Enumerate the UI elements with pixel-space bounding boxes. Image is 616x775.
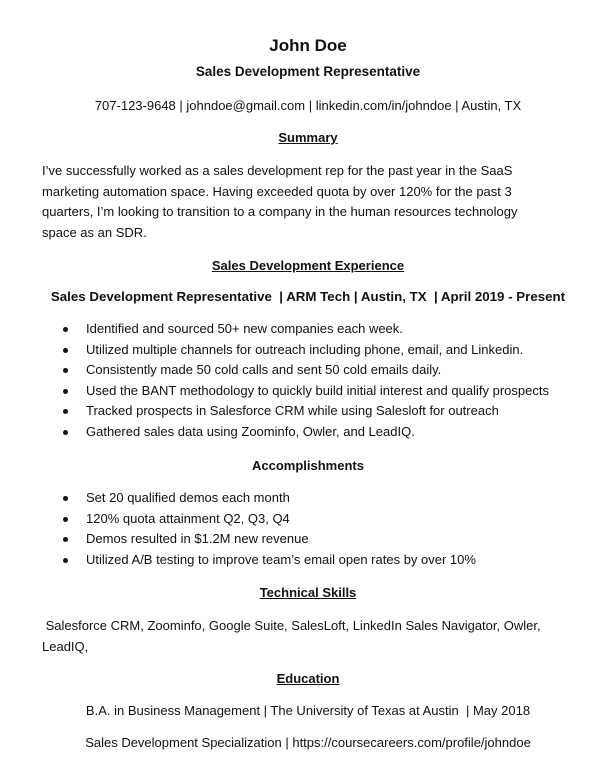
summary-heading: [0, 130, 616, 145]
list-item: [60, 340, 549, 361]
list-item-text: Set 20 qualified demos each month: [86, 490, 290, 505]
list-item-text: Utilized multiple channels for outreach including phone, email, and Linkedin.: [86, 341, 524, 357]
candidate-title: Sales Development Representative: [195, 64, 421, 79]
bullet-icon: [63, 389, 68, 394]
bullet-icon: [63, 537, 68, 542]
summary-line: I’ve successfully worked as a sales development rep for the past year in the SaaS: [42, 163, 513, 178]
experience-heading: [0, 258, 616, 273]
list-item: [60, 509, 476, 530]
skills-line: Salesforce CRM, Zoominfo, Google Suite, SalesLoft, LinkedIn Sales Navigator, Owler,: [42, 618, 541, 633]
list-item: [60, 550, 476, 571]
bullet-icon: [63, 368, 68, 373]
summary-line: marketing automation space. Having exceeded quota by over 120% for the past 3: [42, 183, 512, 199]
bullet-icon: [63, 558, 68, 563]
list-item: [60, 360, 549, 381]
contact-line: 707-123-9648 | johndoe@gmail.com | linkedin.com/in/johndoe | Austin, TX: [94, 98, 522, 113]
list-item: [60, 488, 476, 509]
bullet-icon: [63, 517, 68, 522]
skills-paragraph: [42, 616, 582, 657]
specialization-line: Sales Development Specialization | https://coursecareers.com/profile/johndoe: [85, 735, 531, 750]
summary-heading-text: Summary: [278, 130, 338, 145]
candidate-name: John Doe: [269, 36, 347, 55]
bullet-icon: [63, 327, 68, 332]
list-item: [60, 319, 549, 340]
list-item-text: 120% quota attainment Q2, Q3, Q4: [86, 510, 290, 526]
skills-heading-text: Technical Skills: [259, 585, 357, 600]
job-line: Sales Development Representative | ARM Tech | Austin, TX | April 2019 - Present: [50, 289, 566, 304]
list-item-text: Gathered sales data using Zoominfo, Owler, and LeadIQ.: [86, 423, 415, 439]
list-item-text: Tracked prospects in Salesforce CRM while using Salesloft for outreach: [86, 403, 499, 418]
education-heading-text: Education: [276, 671, 340, 686]
list-item: [60, 381, 549, 402]
skills-line: LeadIQ,: [42, 638, 89, 654]
summary-paragraph: [42, 161, 577, 243]
summary-line: space as an SDR.: [42, 224, 147, 240]
list-item: [60, 422, 549, 443]
list-item-text: Demos resulted in $1.2M new revenue: [86, 531, 309, 546]
list-item: [60, 529, 476, 550]
list-item-text: Consistently made 50 cold calls and sent 50 cold emails daily.: [86, 362, 442, 377]
list-item-text: Used the BANT methodology to quickly build initial interest and qualify prospects: [86, 382, 549, 398]
list-item: [60, 401, 549, 422]
accomplishments-heading: Accomplishments: [252, 458, 364, 473]
list-item-text: Identified and sourced 50+ new companies each week.: [86, 321, 403, 336]
experience-bullet-list: [60, 319, 549, 442]
bullet-icon: [63, 348, 68, 353]
list-item-text: Utilized A/B testing to improve team’s email open rates by over 10%: [86, 551, 476, 567]
bullet-icon: [63, 409, 68, 414]
bullet-icon: [63, 496, 68, 501]
education-heading: [0, 671, 616, 686]
summary-line: quarters, I’m looking to transition to a company in the human resources technology: [42, 204, 518, 219]
degree-line: B.A. in Business Management | The University of Texas at Austin | May 2018: [85, 703, 531, 718]
experience-heading-text: Sales Development Experience: [211, 258, 405, 273]
skills-heading: [0, 585, 616, 600]
bullet-icon: [63, 430, 68, 435]
accomplishments-bullet-list: [60, 488, 476, 570]
